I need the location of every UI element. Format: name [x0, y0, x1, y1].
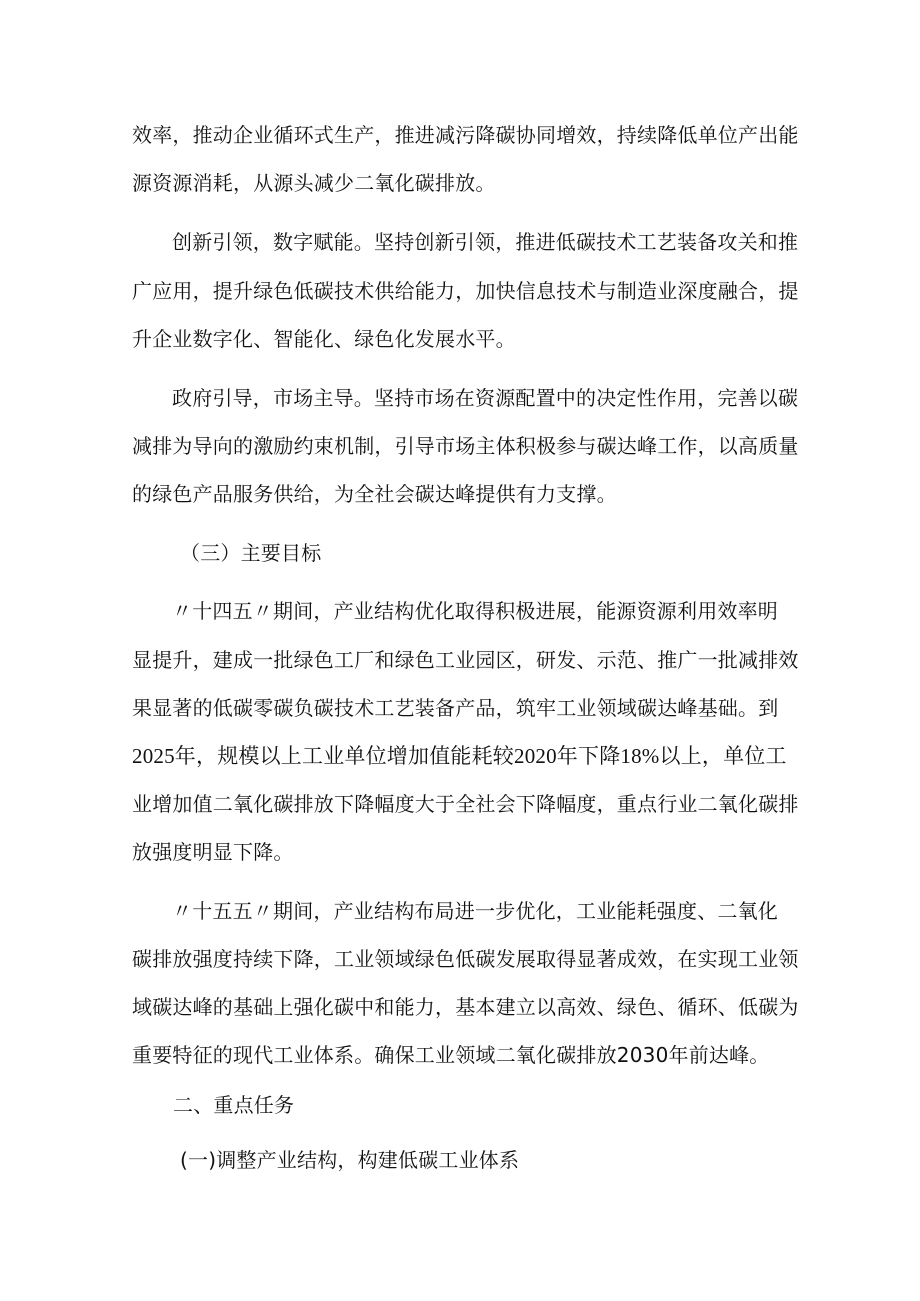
- body-text-line: 创新引领，数字赋能。坚持创新引领，推进低碳技术工艺装备攻关和推: [172, 230, 799, 254]
- body-text-line: 〃十四五〃期间，产业结构优化取得积极进展，能源资源利用效率明: [172, 599, 778, 623]
- body-text-line: 效率，推动企业循环式生产，推进减污降碳协同增效，持续降低单位产出能: [132, 123, 799, 147]
- body-text-line: 业增加值二氧化碳排放下降幅度大于全社会下降幅度，重点行业二氧化碳排: [132, 792, 799, 816]
- body-text-line: 源资源消耗，从源头减少二氧化碳排放。: [132, 171, 496, 195]
- body-text-line: 域碳达峰的基础上强化碳中和能力，基本建立以高效、绿色、循环、低碳为: [132, 995, 799, 1019]
- body-text-line: 2025年，规模以上工业单位增加值能耗较2020年下降18%以上，单位工: [132, 744, 787, 768]
- body-text-line: 放强度明显下降。: [132, 840, 294, 864]
- subsection-heading: (一)调整产业结构，构建低碳工业体系: [180, 1148, 520, 1172]
- body-text-line: 显提升，建成一批绿色工厂和绿色工业园区，研发、示范、推广一批减排效: [132, 648, 799, 672]
- section-heading: （三）主要目标: [180, 541, 322, 565]
- body-text-line: 广应用，提升绿色低碳技术供给能力，加快信息技术与制造业深度融合，提: [132, 279, 799, 303]
- body-text-line: 〃十五五〃期间，产业结构布局进一步优化，工业能耗强度、二氧化: [172, 899, 778, 923]
- body-text-line: 减排为导向的激励约束机制，引导市场主体积极参与碳达峰工作，以高质量: [132, 434, 799, 458]
- body-text-line: 升企业数字化、智能化、绿色化发展水平。: [132, 327, 516, 351]
- body-text-line: 政府引导，市场主导。坚持市场在资源配置中的决定性作用，完善以碳: [172, 386, 799, 410]
- body-text-line: 重要特征的现代工业体系。确保工业领域二氧化碳排放2030年前达峰。: [132, 1043, 770, 1067]
- section-heading: 二、重点任务: [173, 1093, 295, 1117]
- body-text-line: 的绿色产品服务供给，为全社会碳达峰提供有力支撑。: [132, 482, 617, 506]
- body-text-line: 碳排放强度持续下降，工业领域绿色低碳发展取得显著成效，在实现工业领: [132, 947, 799, 971]
- body-text-line: 果显著的低碳零碳负碳技术工艺装备产品，筑牢工业领域碳达峰基础。到: [132, 696, 779, 720]
